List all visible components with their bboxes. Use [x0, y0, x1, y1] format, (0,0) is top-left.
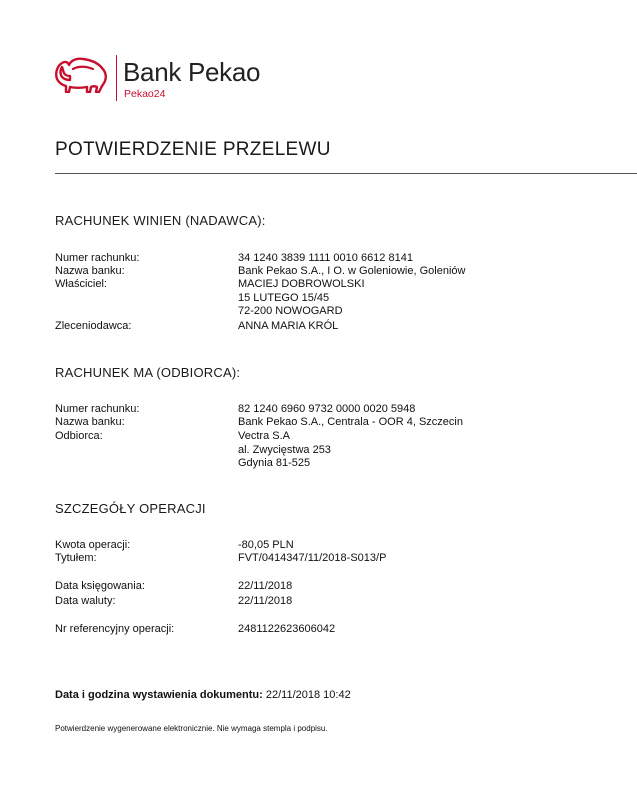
recipient-heading: RACHUNEK MA (ODBIORCA): — [55, 365, 241, 380]
sender-account-label: Numer rachunku: — [55, 252, 140, 264]
amount-value: -80,05 PLN — [238, 539, 294, 551]
bank-subname: Pekao24 — [124, 88, 166, 100]
transfer-title-label: Tytułem: — [55, 552, 97, 564]
booking-date-label: Data księgowania: — [55, 580, 145, 592]
recipient-account-number: 82 1240 6960 9732 0000 0020 5948 — [238, 403, 416, 415]
operation-heading: SZCZEGÓŁY OPERACJI — [55, 501, 206, 516]
issue-datetime-label: Data i godzina wystawienia dokumentu: — [55, 689, 263, 701]
sender-owner-city: 72-200 NOWOGARD — [238, 305, 343, 317]
recipient-bank-name: Bank Pekao S.A., Centrala - OOR 4, Szczecin — [238, 416, 463, 428]
recipient-name: Vectra S.A — [238, 430, 290, 442]
title-divider — [55, 173, 637, 174]
electronic-note: Potwierdzenie wygenerowane elektronicznie. Nie wymaga stempla i podpisu. — [55, 724, 328, 733]
transfer-title-value: FVT/0414347/11/2018-S013/P — [238, 552, 387, 564]
bank-name: Bank Pekao — [123, 57, 261, 87]
sender-bank-label: Nazwa banku: — [55, 265, 125, 277]
sender-account-number: 34 1240 3839 1111 0010 6612 8141 — [238, 252, 413, 264]
value-date-label: Data waluty: — [55, 595, 116, 607]
value-date-value: 22/11/2018 — [238, 595, 293, 607]
sender-orderer: ANNA MARIA KRÓL — [238, 320, 339, 332]
sender-heading: RACHUNEK WINIEN (NADAWCA): — [55, 213, 266, 228]
recipient-label: Odbiorca: — [55, 430, 103, 442]
recipient-city: Gdynia 81-525 — [238, 457, 311, 469]
logo-divider — [116, 55, 117, 101]
sender-owner-address — [238, 278, 365, 319]
bison-logo-icon — [53, 57, 109, 93]
booking-date-value: 22/11/2018 — [238, 580, 293, 592]
amount-label: Kwota operacji: — [55, 539, 131, 551]
sender-owner-name: MACIEJ DOBROWOLSKI — [238, 278, 365, 290]
reference-value: 2481122623606042 — [238, 623, 336, 635]
sender-bank-name: Bank Pekao S.A., I O. w Goleniowie, Goleniów — [238, 265, 466, 277]
recipient-street: al. Zwycięstwa 253 — [238, 443, 331, 456]
sender-owner-label: Właściciel: — [55, 278, 107, 290]
sender-orderer-label: Zleceniodawca: — [55, 320, 132, 332]
recipient-account-label: Numer rachunku: — [55, 403, 140, 415]
recipient-bank-label: Nazwa banku: — [55, 416, 125, 428]
document-title: POTWIERDZENIE PRZELEWU — [55, 139, 331, 160]
sender-owner-street: 15 LUTEGO 15/45 — [238, 291, 330, 304]
issue-datetime — [55, 689, 351, 701]
reference-label: Nr referencyjny operacji: — [55, 623, 175, 635]
issue-datetime-value: 22/11/2018 10:42 — [265, 689, 351, 701]
recipient-address — [238, 430, 331, 471]
